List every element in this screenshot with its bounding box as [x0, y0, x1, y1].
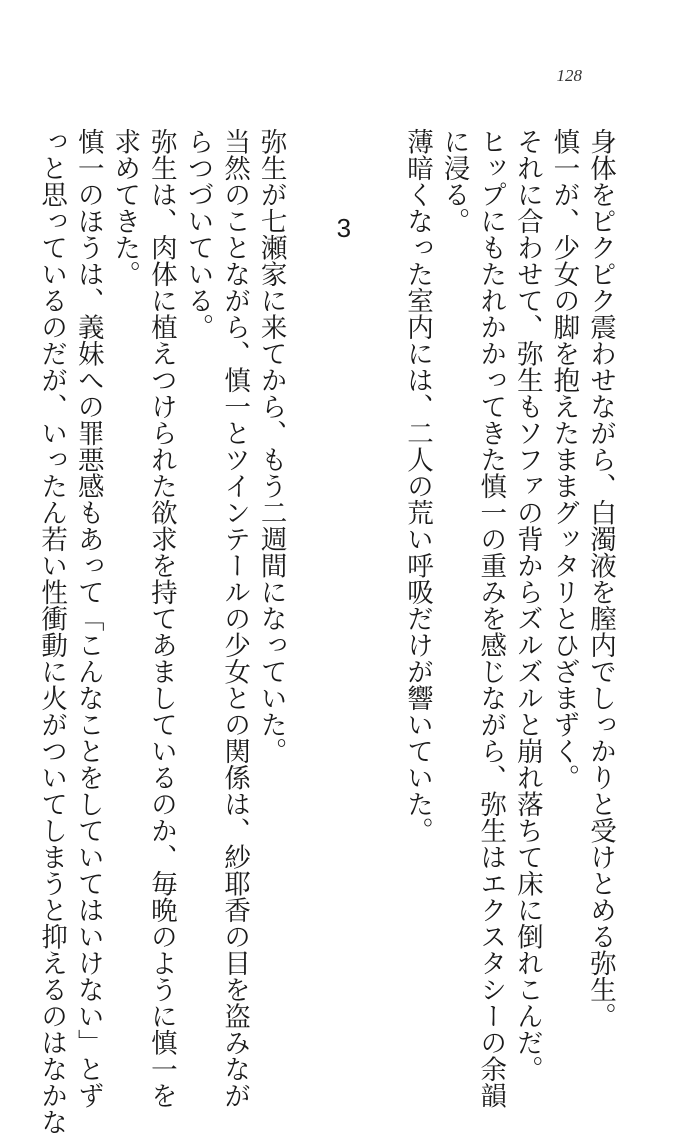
- text-line-12: 慎一のほうは、義妹への罪悪感もあって「こんなことをしていてはいけない」とず: [72, 128, 104, 1109]
- text-line-7: 弥生が七瀬家に来てから、もう二週間になっていた。: [255, 128, 287, 764]
- text-line-9: らつづいている。: [182, 128, 214, 340]
- blank-line: [362, 128, 399, 1008]
- text-line-3: それに合わせて、弥生もソファの背からズルズルと崩れ落ちて床に倒れこんだ。: [511, 128, 543, 1082]
- text-line-2: 慎一が、少女の脚を抱えたままグッタリとひざまずく。: [548, 128, 580, 791]
- text-line-13: っと思っているのだが、いったん若い性衝動に火がついてしまうと抑えるのはなかな: [36, 128, 68, 1135]
- section-heading: 3: [328, 213, 359, 243]
- text-line-4: ヒップにもたれかかってきた慎一の重みを感じながら、弥生はエクスタシーの余韻: [475, 128, 507, 1109]
- text-line-6: 薄暗くなった室内には、二人の荒い呼吸だけが響いていた。: [402, 128, 434, 844]
- text-line-1: 身体をピクピク震わせながら、白濁液を膣内でしっかりと受けとめる弥生。: [585, 128, 616, 1029]
- blank-line: [289, 128, 326, 1008]
- vertical-text-body: [36, 128, 618, 1135]
- text-line-5: に浸る。: [438, 128, 470, 234]
- text-line-11: 求めてきた。: [109, 128, 141, 287]
- text-line-10: 弥生は、肉体に植えつけられた欲求を持てあましているのか、毎晩のように慎一を: [145, 128, 177, 1109]
- page-number: 128: [556, 66, 582, 85]
- text-line-8: 当然のことながら、慎一とツインテールの少女との関係は、紗耶香の目を盗みなが: [219, 128, 251, 1109]
